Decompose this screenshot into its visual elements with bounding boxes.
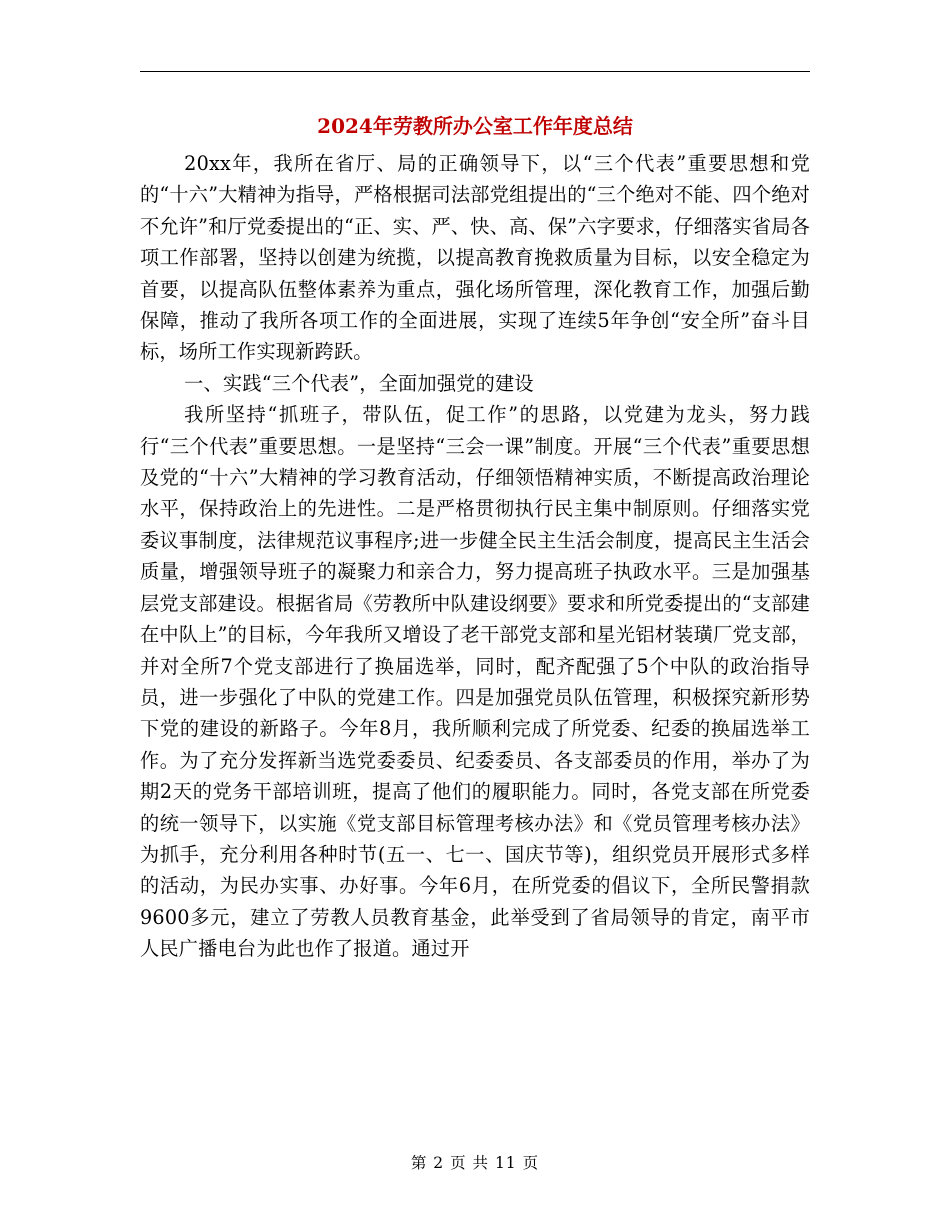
- section-heading: 一、实践“三个代表”，全面加强党的建设: [184, 371, 534, 395]
- paragraph-party-building: 我所坚持“抓班子，带队伍，促工作”的思路，以党建为龙头，努力践行“三个代表”重要思想。一是坚持“三会一课”制度。开展“三个代表”重要思想及党的“十六”大精神的学习教育活动，仔细领悟精神实质，不断提高政治理论水平，保持政治上的先进性。二是严格贯彻执行民主集中制原则。仔细落实党委议事制度，法律规范议事程序;进一步健全民主生活会制度，提高民主生活会质量，增强领导班子的凝聚力和亲合力，努力提高班子执政水平。三是加强基层党支部建设。根据省局《劳教所中队建设纲要》要求和所党委提出的“支部建在中队上”的目标，今年我所又增设了老干部党支部和星光铝材装璜厂党支部，并对全所7个党支部进行了换届选举，同时，配齐配强了5个中队的政治指导员，进一步强化了中队的党建工作。四是加强党员队伍管理，积极探究新形势下党的建设的新路子。今年8月，我所顺利完成了所党委、纪委的换届选举工作。为了充分发挥新当选党委委员、纪委委员、各支部委员的作用，举办了为期2天的党务干部培训班，提高了他们的履职能力。同时，各党支部在所党委的统一领导下，以实施《党支部目标管理考核办法》和《党员管理考核办法》为抓手，充分利用各种时节(五一、七一、国庆节等)，组织党员开展形式多样的活动，为民办实事、办好事。今年6月，在所党委的倡议下，全所民警捐款9600多元，建立了劳教人员教育基金，此举受到了省局领导的肯定，南平市人民广播电台为此也作了报道。通过开: [140, 403, 810, 961]
- paragraph-intro: 20xx年，我所在省厅、局的正确领导下，以“三个代表”重要思想和党的“十六”大精神为指导，严格根据司法部党组提出的“三个绝对不能、四个绝对不允许”和厅党委提出的“正、实、严、快、高、保”六字要求，仔细落实省局各项工作部署，坚持以创建为统揽，以提高教育挽救质量为目标，以安全稳定为首要，以提高队伍整体素养为重点，强化场所管理，深化教育工作，加强后勤保障，推动了我所各项工作的全面进展，实现了连续5年争创“安全所”奋斗目标，场所工作实现新跨跃。: [140, 152, 810, 364]
- document-body: [140, 148, 810, 965]
- header-rule: [140, 71, 810, 72]
- page-number: 第 2 页 共 11 页: [410, 1154, 540, 1172]
- document-title: 2024年劳教所办公室工作年度总结: [317, 114, 633, 138]
